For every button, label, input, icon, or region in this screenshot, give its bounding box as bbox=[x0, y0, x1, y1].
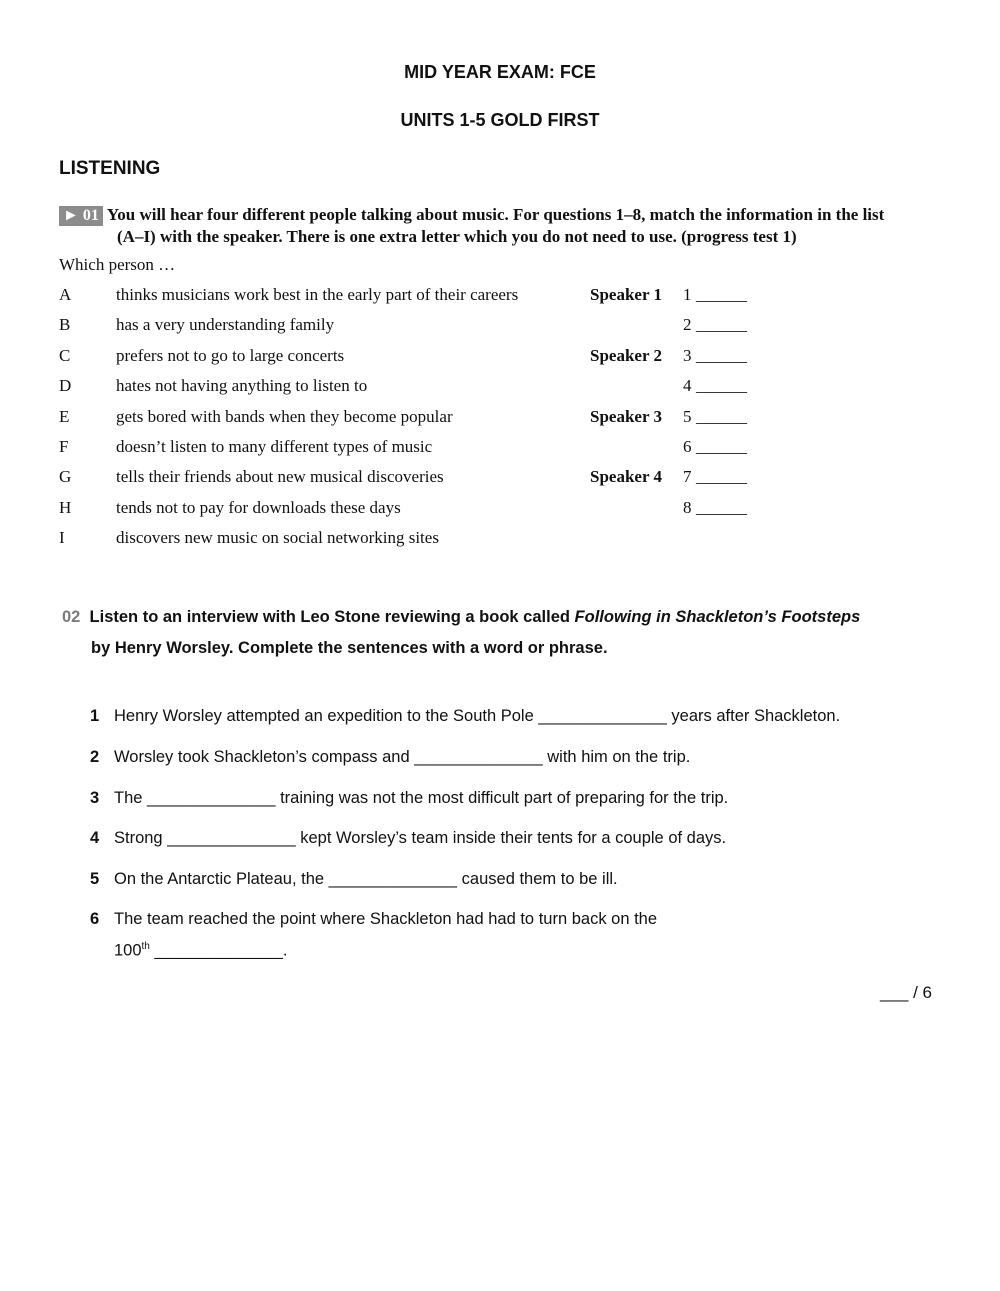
answer-number: 6 bbox=[683, 437, 692, 456]
answer-number: 2 bbox=[683, 315, 692, 334]
continuation-pre: 100 bbox=[114, 941, 142, 960]
sentence-number: 1 bbox=[90, 707, 100, 725]
answer-number: 4 bbox=[683, 376, 692, 395]
option-letter: H bbox=[59, 498, 72, 517]
part2-instruction-line2: by Henry Worsley. Complete the sentences with a word or phrase. bbox=[91, 639, 608, 657]
part2-number: 02 bbox=[62, 608, 81, 626]
sentence-text: Strong ______________ kept Worsley’s team inside their tents for a couple of days. bbox=[114, 829, 727, 847]
answer-number: 5 bbox=[683, 407, 692, 426]
option-letter: I bbox=[59, 528, 65, 547]
answer-blank[interactable]: ______ bbox=[696, 285, 747, 304]
list-item bbox=[59, 376, 779, 400]
speaker-label: Speaker 2 bbox=[590, 346, 662, 365]
option-letter: G bbox=[59, 467, 72, 486]
section-heading: LISTENING bbox=[59, 158, 161, 179]
sentence-text: Worsley took Shackleton’s compass and ______________ with him on the trip. bbox=[114, 748, 691, 766]
option-text: doesn’t listen to many different types of music bbox=[116, 437, 433, 456]
option-text: hates not having anything to listen to bbox=[116, 376, 368, 395]
sentence-item bbox=[90, 707, 840, 726]
book-title: Following in Shackleton’s Footsteps bbox=[574, 608, 861, 626]
sentence-number: 5 bbox=[90, 870, 100, 888]
option-text: has a very understanding family bbox=[116, 315, 335, 334]
speaker-label: Speaker 4 bbox=[590, 467, 662, 486]
option-letter: B bbox=[59, 315, 71, 334]
part1-instruction-line2: (A–I) with the speaker. There is one extra letter which you do not need to use. (progress test 1) bbox=[117, 227, 797, 246]
option-text: tells their friends about new musical discoveries bbox=[116, 467, 444, 486]
option-text: prefers not to go to large concerts bbox=[116, 346, 345, 365]
sentence-item bbox=[90, 748, 690, 767]
answer-blank[interactable]: ______ bbox=[696, 407, 747, 426]
option-text: tends not to pay for downloads these days bbox=[116, 498, 401, 517]
part2-instruction-line1 bbox=[62, 608, 860, 627]
answer-blank[interactable]: ______ bbox=[696, 498, 747, 517]
option-letter: F bbox=[59, 437, 69, 456]
continuation-post: ______________. bbox=[149, 941, 288, 960]
answer-number: 8 bbox=[683, 498, 692, 517]
list-item bbox=[59, 498, 779, 522]
sentence-item bbox=[90, 910, 657, 929]
part1-instruction-line1 bbox=[59, 204, 884, 226]
exam-subtitle: UNITS 1-5 GOLD FIRST bbox=[400, 110, 600, 130]
sentence-text: The team reached the point where Shackleton had had to turn back on the bbox=[114, 910, 658, 928]
sentence-text: The ______________ training was not the most difficult part of preparing for the trip. bbox=[114, 789, 729, 807]
list-item bbox=[59, 467, 779, 491]
sentence-text: Henry Worsley attempted an expedition to the South Pole ______________ years after Shackleton. bbox=[114, 707, 841, 725]
sentence-number: 4 bbox=[90, 829, 100, 847]
list-item bbox=[59, 346, 779, 370]
answer-number: 1 bbox=[683, 285, 692, 304]
speaker-label: Speaker 3 bbox=[590, 407, 662, 426]
sentence-text: On the Antarctic Plateau, the ______________ caused them to be ill. bbox=[114, 870, 618, 888]
answer-blank[interactable]: ______ bbox=[696, 346, 747, 365]
option-letter: A bbox=[59, 285, 72, 304]
option-text: thinks musicians work best in the early part of their careers bbox=[116, 285, 519, 304]
instruction-text: You will hear four different people talking about music. For questions 1–8, match the information in the list bbox=[106, 205, 885, 224]
answer-blank[interactable]: ______ bbox=[696, 376, 747, 395]
list-item bbox=[59, 528, 779, 552]
list-item bbox=[59, 285, 779, 309]
sentence-number: 6 bbox=[90, 910, 100, 928]
list-item bbox=[59, 437, 779, 461]
sentence-6-continuation bbox=[114, 941, 288, 961]
option-text: gets bored with bands when they become popular bbox=[116, 407, 453, 426]
speaker-label: Speaker 1 bbox=[590, 285, 662, 304]
part2-head-text: Listen to an interview with Leo Stone reviewing a book called bbox=[89, 608, 575, 626]
ordinal-suffix: th bbox=[141, 941, 150, 952]
list-item bbox=[59, 407, 779, 431]
option-letter: E bbox=[59, 407, 70, 426]
answer-blank[interactable]: ______ bbox=[696, 315, 747, 334]
sentence-item bbox=[90, 829, 726, 848]
answer-number: 3 bbox=[683, 346, 692, 365]
option-letter: C bbox=[59, 346, 71, 365]
score-box[interactable]: ___ / 6 bbox=[880, 983, 932, 1002]
answer-blank[interactable]: ______ bbox=[696, 467, 747, 486]
option-letter: D bbox=[59, 376, 72, 395]
list-item bbox=[59, 315, 779, 339]
sentence-item bbox=[90, 789, 728, 808]
sentence-item bbox=[90, 870, 618, 889]
answer-number: 7 bbox=[683, 467, 692, 486]
sentence-number: 3 bbox=[90, 789, 100, 807]
answer-blank[interactable]: ______ bbox=[696, 437, 747, 456]
exam-title: MID YEAR EXAM: FCE bbox=[404, 62, 596, 82]
track-badge: ► 01 bbox=[59, 206, 103, 226]
option-text: discovers new music on social networking sites bbox=[116, 528, 439, 547]
part1-prompt: Which person … bbox=[59, 255, 176, 274]
sentence-number: 2 bbox=[90, 748, 100, 766]
